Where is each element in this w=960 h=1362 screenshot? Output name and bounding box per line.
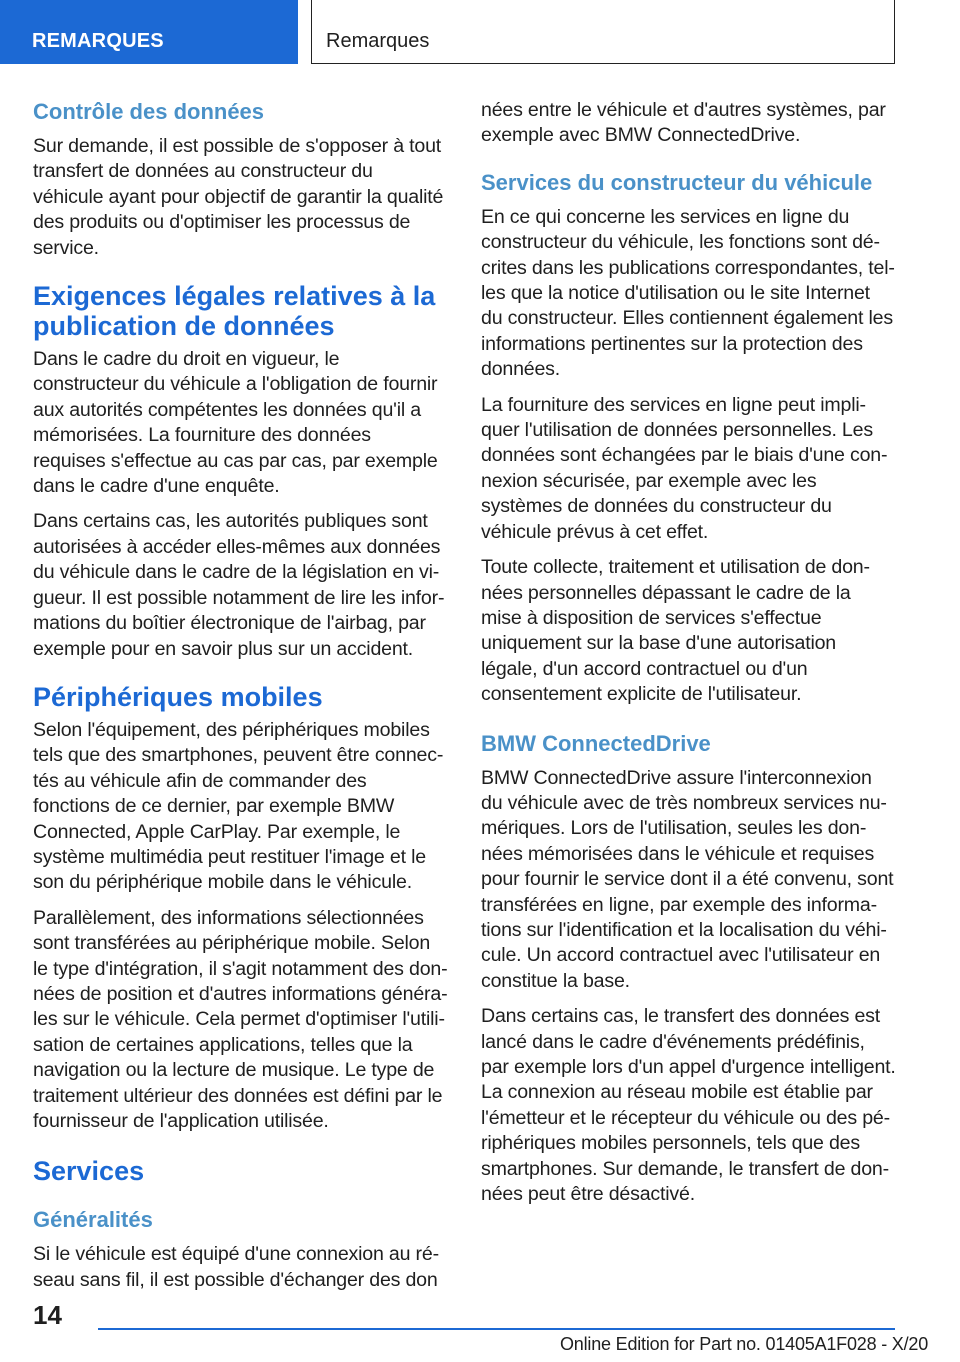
heading-services-constructeur: Services du constructeur du véhicule (481, 169, 873, 195)
paragraph-exigences-1: Dans le cadre du droit en vigueur, le constructeur du véhicule a l'obligation de fournir aux autorités compétentes les données qu'il a mémorisées. La fourniture des données requises s'effectue au cas par cas, par exemple dans le cadre d'une enquête. (33, 348, 438, 498)
heading-controle-donnees: Contrôle des données (33, 99, 265, 124)
heading-bmw-connecteddrive: BMW ConnectedDrive (481, 730, 711, 756)
heading-services: Services (33, 1156, 145, 1187)
page-number: 14 (33, 1300, 62, 1330)
footer-edition: Online Edition for Part no. 01405A1F028 - X/20 (560, 1334, 929, 1354)
paragraph-peripheriques-2: Parallèlement, des informations sélectionnées sont transférées au périphérique mobile. Selon le type d'intégration, il s'agit notamment des données de position et d'autres informations générales sur le véhicule. Cela permet d'optimiser l'utilisation de certaines applications, telles que la navigation ou la lecture de musique. Le type de traitement ultérieur des données est défini par le fournisseur de l'application utilisée. (33, 906, 448, 1132)
paragraph-services-constructeur-3: Toute collecte, traitement et utilisation de données personnelles dépassant le cadre de la mise à disposition de services s'effectue uniquement sur la base d'une autorisation légale, d'un accord contractuel ou d'un consentement explicite de l'utilisateur. (481, 556, 871, 706)
paragraph-continued: nées entre le véhicule et d'autres systèmes, par exemple avec BMW ConnectedDrive. (481, 99, 886, 147)
page-header-title: Remarques (311, 0, 895, 64)
paragraph-bmw-1: BMW ConnectedDrive assure l'interconnexion du véhicule avec de très nombreux services numériques. Lors de l'utilisation, seules les données mémorisées dans le véhicule et requises pour fournir le service dont il a été convenu, sont transférées en ligne, par exemple des informations sur l'identification et la localisation du véhicule. Un accord contractuel avec l'utilisateur en constitue la base. (481, 766, 894, 992)
paragraph-generalites: Si le véhicule est équipé d'une connexion au réseau sans fil, il est possible d'échanger des don (33, 1243, 440, 1291)
paragraph-services-constructeur-2: La fourniture des services en ligne peut impliquer l'utilisation de données personnelles. Les données sont échangées par le biais d'une connexion sécurisée, par exemple avec les systèmes de données du constructeur du véhicule prévus à cet effet. (481, 393, 888, 543)
section-tab: REMARQUES (0, 0, 298, 64)
paragraph-services-constructeur-1: En ce qui concerne les services en ligne du constructeur du véhicule, les fonctions sont décrites dans les publications correspondantes, telles que la notice d'utilisation ou le site Internet du constructeur. Elles contiennent également les informations pertinentes sur la protection des données. (481, 205, 895, 381)
heading-peripheriques-mobiles: Périphériques mobiles (33, 681, 323, 712)
paragraph-exigences-2: Dans certains cas, les autorités publiques sont autorisées à accéder elles-mêmes aux données du véhicule dans le cadre de la législation en vigueur. Il est possible notamment de lire les informations du boîtier électronique de l'airbag, par exemple pour en savoir plus sur un accident. (33, 510, 445, 660)
paragraph-bmw-2: Dans certains cas, le transfert des données est lancé dans le cadre d'événements prédéfinis, par exemple lors d'un appel d'urgence intelligent. La connexion au réseau mobile est établie par l'émetteur et le récepteur du véhicule ou des périphériques mobiles personnels, tels que des smartphones. Sur demande, le transfert de données peut être désactivé. (481, 1005, 896, 1206)
footer-divider (98, 1328, 895, 1330)
heading-exigences-legales: Exigences légales relatives à la publication de données (33, 281, 436, 342)
right-column (481, 98, 896, 1217)
paragraph-controle: Sur demande, il est possible de s'opposer à tout transfert de données au constructeur du véhicule ayant pour objectif de garantir la qualité des produits ou d'optimiser les processus de service. (33, 135, 444, 259)
heading-generalites: Généralités (33, 1207, 153, 1233)
paragraph-peripheriques-1: Selon l'équipement, des périphériques mobiles tels que des smartphones, peuvent être connectés au véhicule afin de commander des fonctions de ce dernier, par exemple BMW Connected, Apple CarPlay. Par exemple, le système multimédia peut restituer l'image et le son du périphérique mobile dans le véhicule. (33, 718, 444, 894)
left-column (33, 98, 448, 1303)
